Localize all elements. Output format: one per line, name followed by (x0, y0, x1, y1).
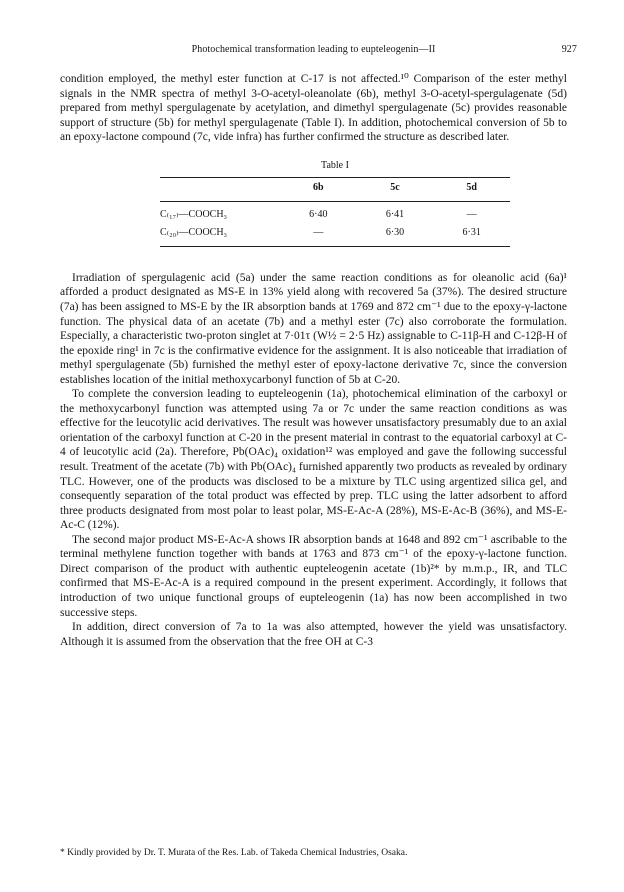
col-header-blank (160, 178, 280, 202)
table-cell: 6·30 (357, 224, 434, 246)
paragraph-irradiation: Irradiation of spergulagenic acid (5a) under the same reaction conditions as for oleanolic acid (6a)¹ afforded a product designated as MS-E in 13% yield along with recovered 5a (37%). The desired structure (7a) has been assigned to MS-E by the IR absorption bands at 1769 and 872 cm⁻¹ due to the epoxy-γ-lactone function. The physical data of an acetate (7b) and a methyl ester (7c) also corroborate the formulation. Especially, a characteristic two-proton singlet at 7·01τ (W½ = 2·5 Hz) assignable to C-11β-H and C-12β-H of the epoxide ring¹ in 7c is the confirmative evidence for the assignment. It is also noticeable that irradiation of methyl spergulagenate (5b) furnished the methyl ester of epoxy-lactone derivative 7c, since the conversion establishes location of the initial methoxycarbonyl function of 5b at C-20. (60, 271, 567, 386)
table-row (160, 201, 510, 224)
col-header-5c: 5c (357, 178, 434, 202)
paragraph-conversion: To complete the conversion leading to eupteleogenin (1a), photochemical elimination of the carboxyl or the methoxycarbonyl function was attempted using 7a or 7c under the same reaction conditions as was effective for the leucotylic acid derivatives. The result was however unsatisfactory presumably due to an axial orientation of the carboxyl function at C-20 in the present material in contrast to the equatorial carboxyl at C-4 of leucotylic acid (2a). Therefore, Pb(OAc)₄ oxidation¹² was employed and gave the following successful result. Treatment of the acetate (7b) with Pb(OAc)₄ furnished apparently two products as revealed by ordinary TLC. However, one of the products was disclosed to be a mixture by TLC using argentized silica gel, and consequently separation of the total product was effected by prep. TLC using the latter adsorbent to afford three products designated from most polar to least polar, MS-E-Ac-A (28%), MS-E-Ac-B (36%), and MS-E-Ac-C (12%). (60, 388, 567, 532)
paragraph-intro: condition employed, the methyl ester function at C-17 is not affected.¹⁰ Comparison of the ester methyl signals in the NMR spectra of methyl 3-O-acetyl-oleanolate (6b), methyl 3-O-acetyl-spergulagenate (5d) prepared from methyl spergulagenate by acetylation, and dimethyl spergulagenate (5c) provides reasonable support of structure (5b) for methyl spergulagenate (Table I). In addition, photochemical conversion of 5b to an epoxy-lactone compound (7c, vide infra) has further confirmed the structure as described later. (60, 73, 567, 144)
table-header-row (160, 178, 510, 202)
table-cell: 6·40 (309, 208, 328, 220)
paragraph-second-product: The second major product MS-E-Ac-A shows IR absorption bands at 1648 and 892 cm⁻¹ ascribable to the terminal methylene function together with bands at 1763 and 873 cm⁻¹ of the epoxy-γ-lactone function. Direct comparison of the product with authentic eupteleogenin acetate (1b)²* by m.m.p., IR, and TLC confirmed that MS-E-Ac-A is a required compound in the present experiment. Accordingly, it follows that introduction of two unique functional groups of eupteleogenin (1a) has now been accomplished in two successive steps. (60, 533, 567, 619)
running-header (60, 44, 577, 60)
page-number: 927 (561, 44, 577, 55)
col-header-6b: 6b (280, 178, 357, 202)
running-title: Photochemical transformation leading to eupteleogenin—II (191, 44, 436, 55)
table-caption: Table I (321, 159, 349, 171)
table-cell: — (280, 224, 357, 246)
body-text (60, 72, 567, 649)
nmr-table (160, 177, 510, 247)
row-label: C₍₂₀₎—COOCH₃ (160, 224, 280, 246)
col-header-5d: 5d (433, 178, 510, 202)
table-cell: — (466, 208, 477, 220)
footnote: * Kindly provided by Dr. T. Murata of the Res. Lab. of Takeda Chemical Industries, Osaka. (60, 848, 408, 858)
paragraph-direct-conversion: In addition, direct conversion of 7a to 1a was also attempted, however the yield was unsatisfactory. Although it is assumed from the observation that the free OH at C-3 (60, 621, 567, 648)
table-cell: 6·31 (433, 224, 510, 246)
table-row (160, 224, 510, 246)
paper-page (60, 44, 577, 649)
row-label: C₍₁₇₎—COOCH₃ (160, 208, 228, 220)
table-cell: 6·41 (385, 208, 405, 220)
table-1 (160, 159, 510, 247)
